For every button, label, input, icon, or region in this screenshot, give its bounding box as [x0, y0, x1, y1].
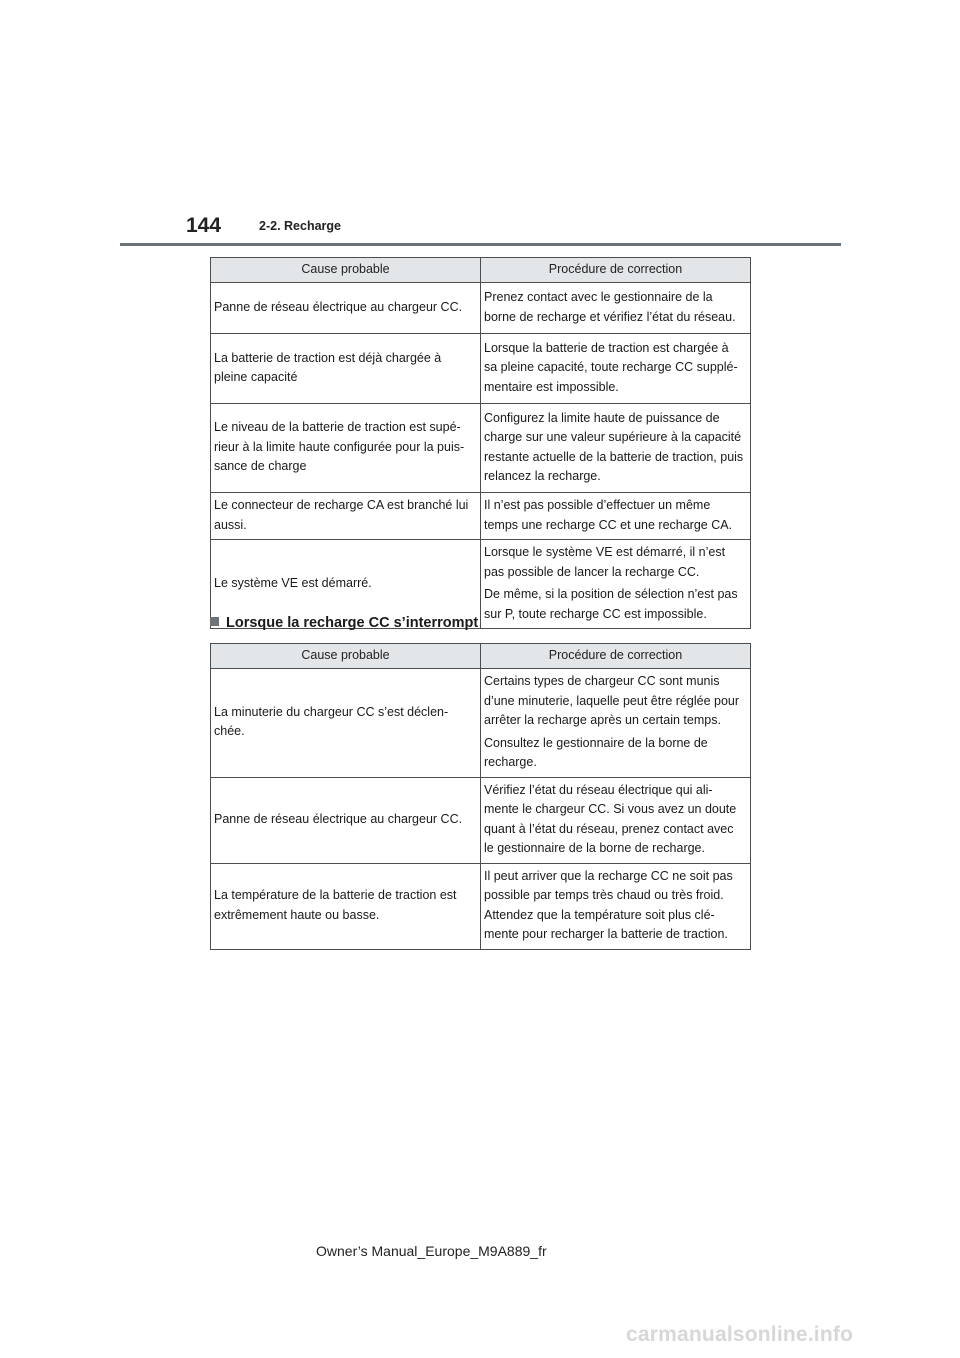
- page-number: 144: [186, 214, 222, 237]
- header-rule: [120, 243, 841, 246]
- cause-cell: Le niveau de la batterie de traction est supé-rieur à la limite haute configurée pour la puis-sance de charge: [211, 404, 481, 493]
- procedure-cell: [481, 777, 751, 863]
- table-row: [211, 283, 751, 334]
- procedure-text: Certains types de chargeur CC sont munis d’une minuterie, laquelle peut être réglée pour arrêter la recharge après un certain temps.: [484, 674, 740, 727]
- procedure-cell: [481, 863, 751, 949]
- table-row: [211, 334, 751, 404]
- footer-text: Owner’s Manual_Europe_M9A889_fr: [316, 1243, 547, 1259]
- column-header-procedure: Procédure de correction: [481, 644, 751, 669]
- column-header-cause: Cause probable: [211, 258, 481, 283]
- cause-cell: La minuterie du chargeur CC s’est déclen-chée.: [211, 669, 481, 778]
- table-header-row: [211, 644, 751, 669]
- procedure-text: De même, si la position de sélection n’est pas sur P, toute recharge CC est impossible.: [484, 587, 738, 621]
- cause-cell: Le système VE est démarré.: [211, 540, 481, 629]
- cause-cell: Panne de réseau électrique au chargeur CC.: [211, 777, 481, 863]
- subheading: [210, 615, 478, 631]
- procedure-cell: [481, 669, 751, 778]
- table-row: [211, 863, 751, 949]
- procedure-cell: [481, 334, 751, 404]
- column-header-cause: Cause probable: [211, 644, 481, 669]
- subheading-text: Lorsque la recharge CC s’interrompt: [226, 615, 479, 631]
- cause-cell: La température de la batterie de traction est extrêmement haute ou basse.: [211, 863, 481, 949]
- procedure-cell: [481, 540, 751, 629]
- procedure-text: Il peut arriver que la recharge CC ne soit pas possible par temps très chaud ou très froid. Attendez que la température soit plus clé-mente pour recharger la batterie de traction.: [484, 868, 733, 941]
- procedure-text: Consultez le gestionnaire de la borne de recharge.: [484, 735, 708, 769]
- table-row: [211, 404, 751, 493]
- square-bullet-icon: [210, 617, 219, 626]
- procedure-cell: [481, 283, 751, 334]
- procedure-text: Il n’est pas possible d’effectuer un même temps une recharge CC et une recharge CA.: [484, 498, 733, 532]
- column-header-procedure: Procédure de correction: [481, 258, 751, 283]
- table-row: [211, 493, 751, 540]
- section-title: 2-2. Recharge: [259, 219, 341, 233]
- table-row: [211, 777, 751, 863]
- procedure-cell: [481, 404, 751, 493]
- table-header-row: [211, 258, 751, 283]
- cause-table-1: [210, 257, 751, 629]
- procedure-text: Lorsque la batterie de traction est chargée à sa pleine capacité, toute recharge CC supplé-mentaire est impossible.: [484, 340, 738, 394]
- cause-cell: Le connecteur de recharge CA est branché lui aussi.: [211, 493, 481, 540]
- procedure-cell: [481, 493, 751, 540]
- procedure-text: Lorsque le système VE est démarré, il n’est pas possible de lancer la recharge CC.: [484, 545, 726, 579]
- cause-table-2: [210, 643, 751, 950]
- watermark-logo: carmanualsonline.info: [626, 1323, 854, 1346]
- cause-cell: Panne de réseau électrique au chargeur CC.: [211, 283, 481, 334]
- cause-cell: La batterie de traction est déjà chargée à pleine capacité: [211, 334, 481, 404]
- procedure-text: Configurez la limite haute de puissance de charge sur une valeur supérieure à la capacité restante actuelle de la batterie de traction, puis relancez la recharge.: [484, 410, 744, 483]
- table-row: [211, 669, 751, 778]
- procedure-text: Vérifiez l’état du réseau électrique qui ali-mente le chargeur CC. Si vous avez un doute quant à l’état du réseau, prenez contact avec le gestionnaire de la borne de recharge.: [484, 782, 737, 855]
- procedure-text: Prenez contact avec le gestionnaire de la borne de recharge et vérifiez l’état du réseau.: [484, 290, 736, 324]
